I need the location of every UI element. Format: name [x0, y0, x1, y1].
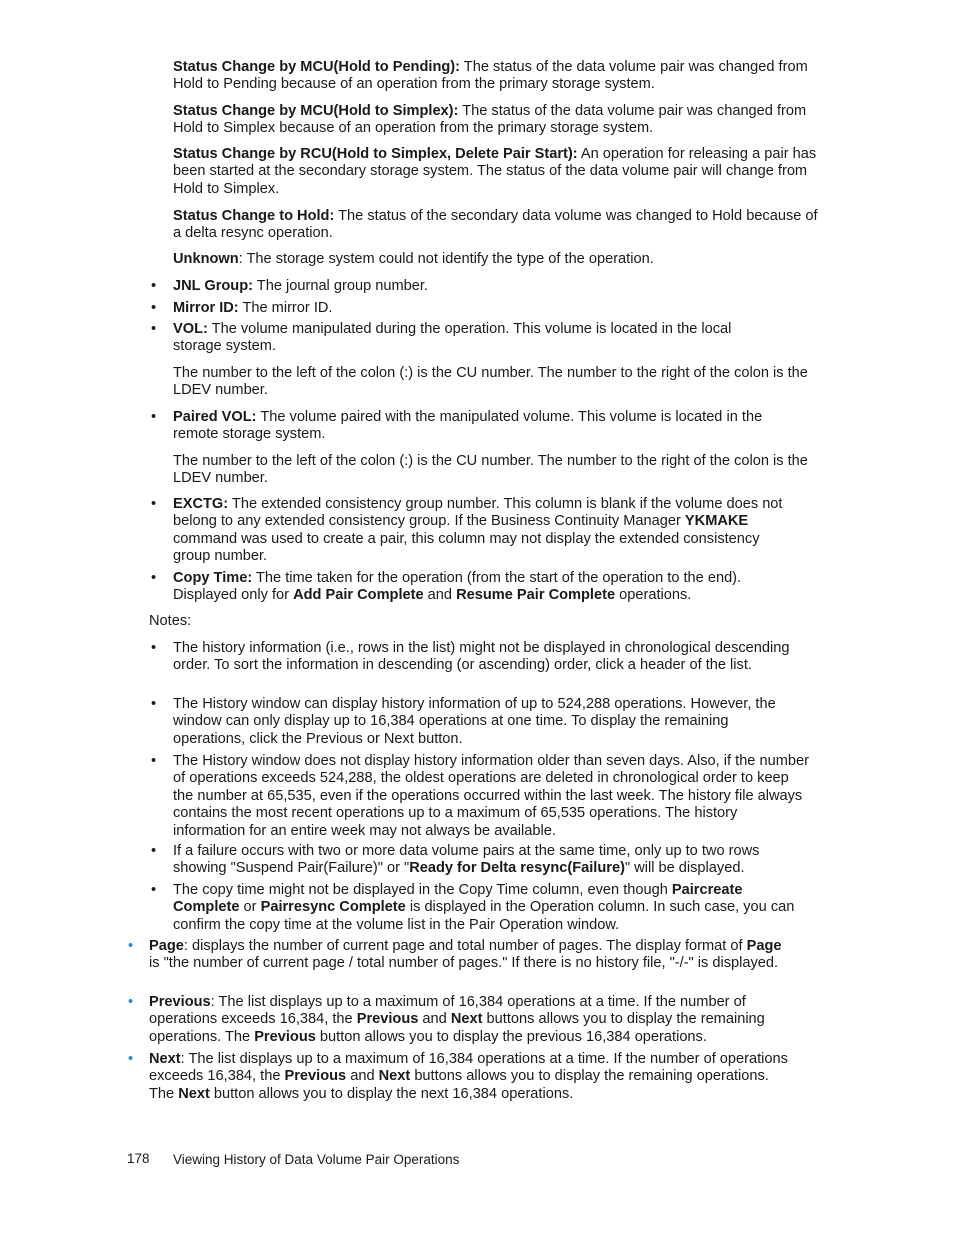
column-vol-note: The number to the left of the colon (:) is the CU number. The number to the right of the colon is the LDEV number. [173, 365, 808, 399]
button-name: Previous [284, 1068, 347, 1085]
definition: The volume paired with the manipulated volume. This volume is located in the remote storage system. [173, 409, 763, 443]
operation-name: Add Pair Complete [293, 587, 424, 604]
definition: buttons allows you to display the remaining operations. The [149, 1011, 765, 1045]
status-item-change-to-hold [173, 208, 823, 243]
term: Page [746, 938, 782, 954]
definition: is "the number of current page / total number of pages." If there is no history file, "-/-" is displayed. [149, 955, 779, 972]
definition: The journal group number. [253, 278, 428, 294]
note-text: The copy time might not be displayed in the Copy Time column, even though [173, 882, 672, 898]
bullet-icon: • [127, 994, 134, 1010]
status-item-hold-to-simplex [173, 103, 823, 138]
bullet-icon: • [150, 321, 157, 337]
definition: The status of the data volume pair was changed from Hold to Simplex because of an operation from the primary storage system. [173, 103, 807, 137]
term: JNL Group: [173, 278, 253, 294]
bullet-icon: • [150, 300, 157, 316]
note-item-retention: The History window does not display history information older than seven days. Also, if the number of operations exceeds 524,288, the oldest operations are deleted in chronological order to keep the number at 65,535, even if the operations occurred within the last week. The history file always contains the most recent operations up to a maximum of 65,535 operations. The history information for an entire week may not always be available. [173, 753, 809, 839]
term: Next [149, 1051, 181, 1067]
item-page [149, 938, 794, 973]
term: VOL: [173, 321, 208, 337]
note-item-failure [173, 843, 803, 878]
connector: and [346, 1068, 379, 1085]
note-text: is displayed in the Operation column. In such case, you can confirm the copy time at the volume list in the Pair Operation window. [173, 899, 795, 933]
definition: operations. [615, 587, 692, 604]
definition: The status of the secondary data volume was changed to Hold because of a delta resync operation. [173, 208, 818, 242]
bullet-icon: • [150, 753, 157, 769]
definition: The extended consistency group number. This column is blank if the volume does not belong to any extended consistency group. If the Business Continuity Manager [173, 496, 783, 530]
notes-label: Notes: [149, 613, 192, 629]
definition: The volume manipulated during the operation. This volume is located in the local storage system. [173, 321, 732, 355]
bullet-icon: • [150, 409, 157, 425]
term: Status Change by MCU(Hold to Simplex): [173, 103, 459, 119]
running-footer-title: Viewing History of Data Volume Pair Operations [173, 1152, 460, 1167]
status-item-hold-to-pending [173, 59, 823, 94]
status-item-unknown [173, 251, 823, 268]
column-paired-vol-note: The number to the left of the colon (:) is the CU number. The number to the right of the colon is the LDEV number. [173, 453, 808, 487]
note-item-order: The history information (i.e., rows in the list) might not be displayed in chronological descending order. To sort the information in descending (or ascending) order, click a header of the list. [173, 640, 790, 674]
column-mirror-id [173, 300, 823, 317]
term: Mirror ID: [173, 300, 239, 316]
connector: and [423, 587, 457, 604]
column-exctg [173, 496, 798, 566]
definition: The status of the data volume pair was changed from Hold to Pending because of an operation from the primary storage system. [173, 59, 808, 93]
definition: button allows you to display the next 16,384 operations. [209, 1085, 574, 1102]
status-name: Ready for Delta resync(Failure) [409, 860, 625, 877]
button-name: Next [450, 1011, 483, 1028]
definition: command was used to create a pair, this column may not display the extended consistency group number. [173, 530, 760, 565]
column-vol [173, 321, 773, 356]
term: Status Change by RCU(Hold to Simplex, Delete Pair Start): [173, 146, 578, 162]
term: Copy Time: [173, 570, 253, 586]
column-paired-vol [173, 409, 773, 444]
term: Paired VOL: [173, 409, 257, 425]
term: Unknown [173, 251, 239, 267]
bullet-icon: • [150, 570, 157, 586]
bullet-icon: • [127, 938, 134, 954]
operation-name: Pairresync Complete [260, 899, 406, 916]
bullet-icon: • [150, 278, 157, 294]
term: Status Change to Hold: [173, 208, 335, 224]
note-item-capacity: The History window can display history information of up to 524,288 operations. However, the window can only display up to 16,384 operations at one time. To display the remaining operations, click the Previous or Next button. [173, 696, 776, 747]
definition: The mirror ID. [238, 300, 333, 316]
item-next [149, 1051, 794, 1103]
column-copy-time [173, 570, 788, 605]
definition: : The list displays up to a maximum of 16,384 operations at a time. If the number of operations exceeds 16,384, the [149, 994, 746, 1028]
bullet-icon: • [127, 1051, 134, 1067]
definition: button allows you to display the previous 16,384 operations. [315, 1028, 707, 1045]
bullet-icon: • [150, 496, 157, 512]
term: EXCTG: [173, 496, 229, 512]
status-item-rcu-delete-pair [173, 146, 823, 198]
note-item-copy-time [173, 882, 813, 934]
operation-name: Paircreate Complete [173, 882, 743, 916]
operation-name: Resume Pair Complete [456, 587, 616, 604]
page-number: 178 [127, 1151, 150, 1166]
connector: and [418, 1011, 451, 1028]
bullet-icon: • [150, 843, 157, 859]
definition: The time taken for the operation (from the start of the operation to the end). Displayed only for [173, 570, 742, 604]
term: Page [149, 938, 184, 954]
column-jnl-group [173, 278, 823, 295]
button-name: Next [178, 1085, 210, 1102]
term: Previous [149, 994, 211, 1010]
note-text: " will be displayed. [624, 860, 745, 877]
button-name: Next [378, 1068, 411, 1085]
note-text: If a failure occurs with two or more data volume pairs at the same time, only up to two rows showing "Suspend Pair(Failure)" or " [173, 843, 760, 877]
definition: : displays the number of current page and total number of pages. The display format of [183, 938, 747, 954]
definition: buttons allows you to display the remaining operations. The [149, 1068, 769, 1102]
bullet-icon: • [150, 882, 157, 898]
bullet-icon: • [150, 696, 157, 712]
definition: : The storage system could not identify the type of the operation. [238, 251, 654, 267]
button-name: Previous [254, 1028, 316, 1045]
button-name: Previous [356, 1011, 419, 1028]
note-text: or [239, 899, 261, 916]
definition: : The list displays up to a maximum of 16,384 operations at a time. If the number of operations exceeds 16,384, the [149, 1051, 788, 1085]
term: Status Change by MCU(Hold to Pending): [173, 59, 460, 75]
bullet-icon: • [150, 640, 157, 656]
item-previous [149, 994, 794, 1046]
command-name: YKMAKE [684, 513, 749, 530]
definition: An operation for releasing a pair has been started at the secondary storage system. The status of the data volume pair will change from Hold to Simplex. [173, 146, 817, 197]
